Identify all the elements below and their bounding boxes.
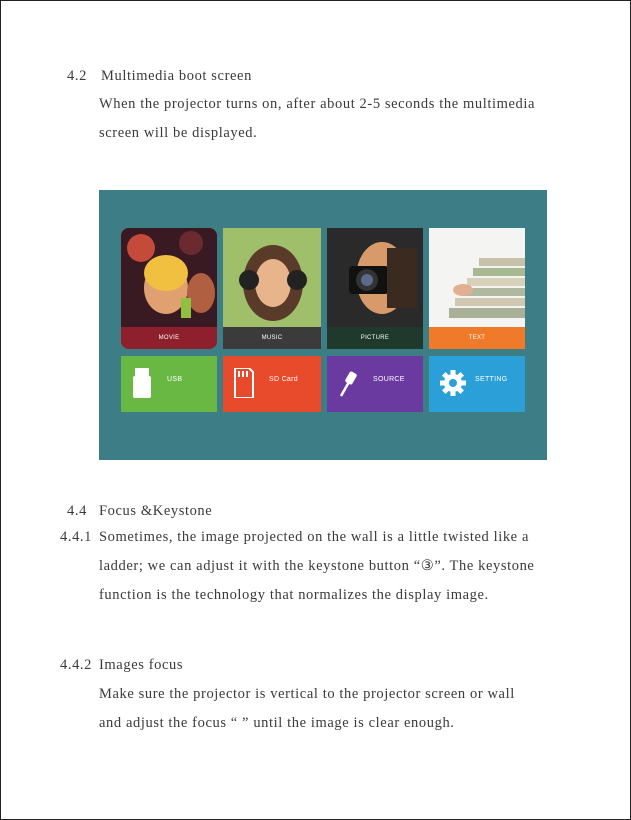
- sd-card-icon: [233, 368, 255, 398]
- setting-button[interactable]: [429, 356, 525, 412]
- source-label: SOURCE: [373, 376, 405, 383]
- section-4-4-2-line-1: Make sure the projector is vertical to the projector screen or wall: [99, 686, 515, 702]
- plug-icon: [337, 368, 359, 398]
- setting-label: SETTING: [475, 376, 508, 383]
- picture-tile: [327, 228, 423, 349]
- section-4-2-line-1: When the projector turns on, after about 2-5 seconds the multimedia: [99, 96, 536, 112]
- section-4-2-title: Multimedia boot screen: [101, 68, 252, 84]
- section-4-4-number: 4.4: [67, 503, 87, 519]
- section-4-4-1-line-1: Sometimes, the image projected on the wall is a little twisted like a: [99, 529, 529, 545]
- sd-card-button[interactable]: [223, 356, 321, 412]
- movie-label: MOVIE: [121, 327, 217, 349]
- usb-button[interactable]: [121, 356, 217, 412]
- text-photo: [429, 228, 525, 327]
- music-label: MUSIC: [223, 327, 321, 349]
- picture-label: PICTURE: [327, 327, 423, 349]
- section-4-4-2-line-2: and adjust the focus “ ” until the image is clear enough.: [99, 715, 455, 731]
- section-4-4-2-title: Images focus: [99, 657, 184, 673]
- section-4-4-2-number: 4.4.2: [60, 657, 92, 673]
- section-4-4-1-line-3: function is the technology that normalizes the display image.: [99, 587, 489, 603]
- picture-photo: [327, 228, 423, 327]
- movie-tile: [121, 228, 217, 349]
- movie-photo: [121, 228, 217, 327]
- music-tile: [223, 228, 321, 349]
- section-4-2-line-2: screen will be displayed.: [99, 125, 258, 141]
- text-tile: [429, 228, 525, 349]
- music-photo: [223, 228, 321, 327]
- source-button[interactable]: [327, 356, 423, 412]
- section-4-4-title: Focus &Keystone: [99, 503, 213, 519]
- section-4-4-1-line-2: ladder; we can adjust it with the keystone button “③”. The keystone: [99, 558, 535, 574]
- section-4-4-1-number: 4.4.1: [60, 529, 92, 545]
- usb-label: USB: [167, 376, 183, 383]
- usb-icon: [131, 368, 153, 398]
- multimedia-boot-screen: [99, 190, 547, 460]
- gear-icon: [439, 368, 467, 398]
- section-4-2-number: 4.2: [67, 68, 87, 84]
- text-label: TEXT: [429, 327, 525, 349]
- sd-card-label: SD Card: [269, 376, 298, 383]
